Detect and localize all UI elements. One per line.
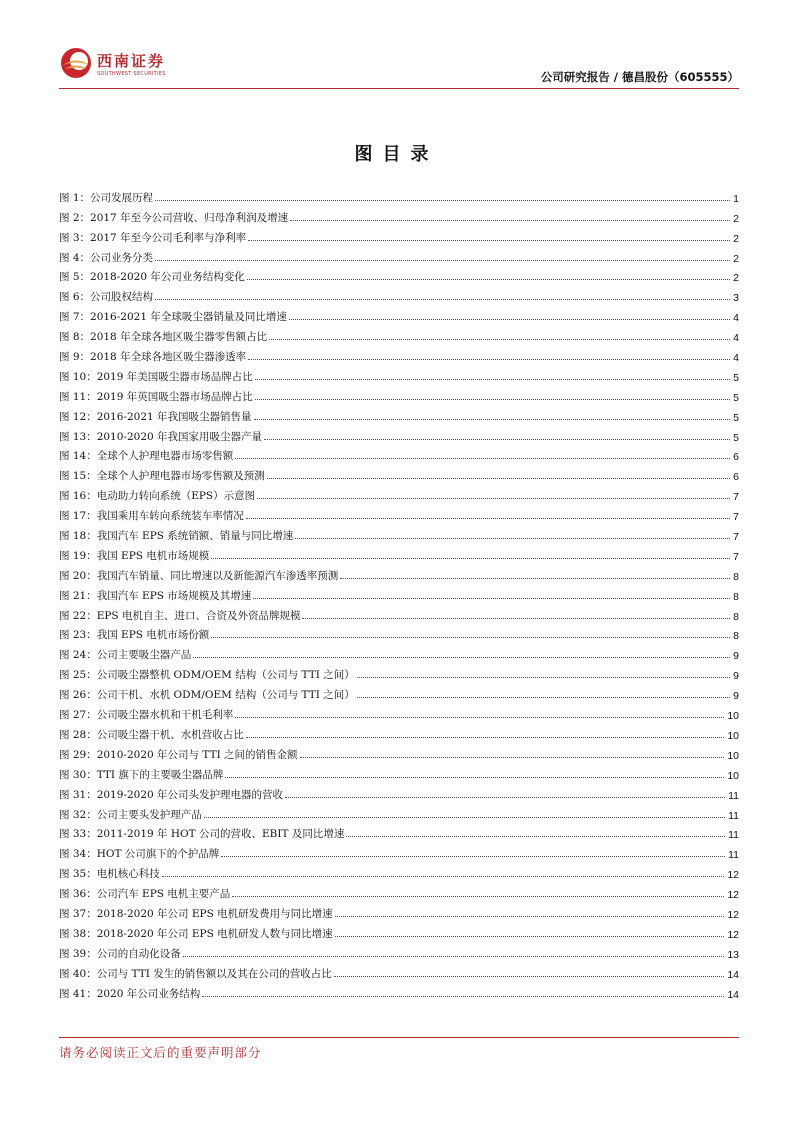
toc-entry[interactable] [59,205,739,225]
toc-leader-dots [267,478,730,479]
toc-leader-dots [155,260,730,261]
toc-entry-page: 12 [727,908,739,921]
toc-entry[interactable] [59,364,739,384]
toc-entry-page: 11 [728,809,739,822]
toc-entry-page: 8 [733,590,739,603]
toc-entry-label: 图 12：2016-2021 年我国吸尘器销售量 [59,410,252,423]
toc-entry-page: 14 [727,968,739,981]
toc-entry-label: 图 7：2016-2021 年全球吸尘器销量及同比增速 [59,311,287,324]
toc-leader-dots [235,717,724,718]
toc-leader-dots [193,657,730,658]
toc-entry[interactable] [59,822,739,842]
toc-entry[interactable] [59,523,739,543]
toc-entry[interactable] [59,881,739,901]
logo-emblem-icon [59,46,93,80]
figure-list [59,185,739,1001]
toc-leader-dots [334,976,725,977]
toc-entry-label: 图 23：我国 EPS 电机市场份额 [59,629,210,642]
toc-entry[interactable] [59,304,739,324]
toc-entry-page: 9 [733,650,739,663]
toc-entry[interactable] [59,682,739,702]
toc-leader-dots [155,299,730,300]
toc-entry[interactable] [59,543,739,563]
toc-leader-dots [211,558,730,559]
toc-leader-dots [264,439,730,440]
toc-entry-label: 图 34：HOT 公司旗下的个护品牌 [59,848,220,861]
toc-leader-dots [232,896,724,897]
toc-leader-dots [235,458,730,459]
toc-entry-label: 图 4：公司业务分类 [59,251,154,264]
toc-entry-label: 图 28：公司吸尘器干机、水机营收占比 [59,728,244,741]
toc-entry-label: 图 21：我国汽车 EPS 市场规模及其增速 [59,589,252,602]
toc-entry[interactable] [59,623,739,643]
toc-leader-dots [357,697,730,698]
toc-leader-dots [257,498,730,499]
toc-entry[interactable] [59,921,739,941]
toc-entry[interactable] [59,284,739,304]
toc-entry[interactable] [59,961,739,981]
page-header [59,38,739,90]
toc-entry-label: 图 2：2017 年至今公司营收、归母净利润及增速 [59,211,289,224]
toc-entry-page: 7 [733,531,739,544]
toc-leader-dots [290,220,730,221]
toc-leader-dots [246,518,730,519]
toc-entry-page: 5 [733,371,739,384]
page-title: 图目录 [354,144,439,165]
toc-leader-dots [357,677,730,678]
toc-entry[interactable] [59,344,739,364]
toc-entry-label: 图 38：2018-2020 年公司 EPS 电机研发人数与同比增速 [59,927,333,940]
toc-leader-dots [253,598,730,599]
toc-entry[interactable] [59,444,739,464]
toc-entry[interactable] [59,901,739,921]
toc-entry-page: 1 [733,192,739,205]
toc-entry-label: 图 40：公司与 TTI 发生的销售额以及其在公司的营收占比 [59,967,332,980]
toc-entry[interactable] [59,981,739,1001]
toc-entry[interactable] [59,722,739,742]
toc-entry[interactable] [59,245,739,265]
toc-entry-label: 图 29：2010-2020 年公司与 TTI 之间的销售金额 [59,748,298,761]
toc-entry[interactable] [59,802,739,822]
toc-entry-label: 图 6：公司股权结构 [59,291,154,304]
toc-entry[interactable] [59,185,739,205]
toc-entry-label: 图 25：公司吸尘器整机 ODM/OEM 结构（公司与 TTI 之间） [59,669,355,682]
toc-entry[interactable] [59,563,739,583]
toc-entry-label: 图 1：公司发展历程 [59,191,154,204]
toc-entry[interactable] [59,662,739,682]
toc-entry-page: 7 [733,511,739,524]
toc-entry-page: 7 [733,550,739,563]
toc-entry[interactable] [59,404,739,424]
toc-entry[interactable] [59,324,739,344]
toc-entry-label: 图 22：EPS 电机自主、进口、合资及外资品牌规模 [59,609,301,622]
toc-entry[interactable] [59,424,739,444]
toc-leader-dots [248,240,730,241]
toc-entry-page: 5 [733,431,739,444]
toc-leader-dots [269,339,730,340]
toc-entry-label: 图 8：2018 年全球各地区吸尘器零售额占比 [59,331,268,344]
toc-entry-label: 图 9：2018 年全球各地区吸尘器渗透率 [59,351,247,364]
report-label: 公司研究报告 / 德昌股份（605555） [540,70,739,84]
toc-entry-page: 8 [733,610,739,623]
toc-leader-dots [183,956,725,957]
toc-leader-dots [155,200,730,201]
toc-entry-label: 图 33：2011-2019 年 HOT 公司的营收、EBIT 及同比增速 [59,828,345,841]
toc-leader-dots [340,578,730,579]
toc-entry-page: 2 [733,252,739,265]
toc-leader-dots [202,996,724,997]
toc-leader-dots [295,538,730,539]
toc-entry[interactable] [59,742,739,762]
toc-leader-dots [247,279,730,280]
header-divider [59,88,739,89]
company-logo [59,38,189,90]
toc-entry-page: 10 [727,769,739,782]
toc-leader-dots [211,637,730,638]
toc-leader-dots [221,856,725,857]
toc-entry-page: 6 [733,451,739,464]
toc-entry-page: 10 [727,710,739,723]
footer-notice: 请务必阅读正文后的重要声明部分 [59,1045,262,1060]
toc-entry-page: 13 [727,948,739,961]
toc-entry-page: 2 [733,212,739,225]
toc-entry-page: 12 [727,889,739,902]
toc-entry-label: 图 39：公司的自动化设备 [59,947,181,960]
toc-entry-page: 10 [727,749,739,762]
toc-entry-page: 5 [733,411,739,424]
toc-entry-label: 图 20：我国汽车销量、同比增速以及新能源汽车渗透率预测 [59,569,339,582]
toc-leader-dots [255,379,730,380]
toc-entry-page: 11 [728,789,739,802]
toc-entry-page: 4 [733,332,739,345]
toc-leader-dots [346,836,725,837]
toc-leader-dots [248,359,730,360]
toc-entry[interactable] [59,702,739,722]
footer-divider [59,1037,739,1038]
toc-entry[interactable] [59,225,739,245]
toc-entry[interactable] [59,642,739,662]
toc-entry[interactable] [59,603,739,623]
toc-entry-label: 图 31：2019-2020 年公司头发护理电器的营收 [59,788,284,801]
toc-entry-label: 图 14：全球个人护理电器市场零售额 [59,450,234,463]
toc-entry-page: 8 [733,630,739,643]
toc-leader-dots [285,797,725,798]
toc-leader-dots [162,876,725,877]
toc-entry-page: 5 [733,391,739,404]
toc-entry-label: 图 18：我国汽车 EPS 系统销额、销量与同比增速 [59,530,294,543]
toc-entry[interactable] [59,583,739,603]
toc-entry-page: 12 [727,869,739,882]
toc-entry-label: 图 26：公司干机、水机 ODM/OEM 结构（公司与 TTI 之间） [59,689,355,702]
logo-english-name: SOUTHWEST SECURITIES [97,71,166,77]
toc-entry-label: 图 16：电动助力转向系统（EPS）示意图 [59,490,256,503]
toc-leader-dots [335,936,725,937]
toc-entry-label: 图 13：2010-2020 年我国家用吸尘器产量 [59,430,263,443]
toc-entry-label: 图 3：2017 年至今公司毛利率与净利率 [59,231,247,244]
toc-entry-label: 图 27：公司吸尘器水机和干机毛利率 [59,709,234,722]
toc-entry[interactable] [59,782,739,802]
toc-entry-label: 图 36：公司汽车 EPS 电机主要产品 [59,888,231,901]
toc-entry[interactable] [59,861,739,881]
toc-leader-dots [204,817,725,818]
toc-entry-label: 图 35：电机核心科技 [59,868,160,881]
toc-entry-page: 2 [733,272,739,285]
toc-entry-page: 3 [733,292,739,305]
toc-entry[interactable] [59,762,739,782]
toc-entry-page: 11 [728,849,739,862]
logo-name: 西南证券 [97,52,166,70]
toc-entry-label: 图 15：全球个人护理电器市场零售额及预测 [59,470,265,483]
toc-entry-page: 10 [727,729,739,742]
toc-entry-page: 14 [727,988,739,1001]
toc-leader-dots [302,618,730,619]
toc-entry-label: 图 32：公司主要头发护理产品 [59,808,202,821]
toc-entry-page: 2 [733,232,739,245]
toc-entry-page: 6 [733,471,739,484]
toc-entry-label: 图 17：我国乘用车转向系统装车率情况 [59,510,244,523]
toc-entry-page: 4 [733,312,739,325]
toc-leader-dots [225,777,724,778]
toc-entry-page: 4 [733,352,739,365]
toc-entry-label: 图 10：2019 年美国吸尘器市场品牌占比 [59,370,253,383]
toc-entry[interactable] [59,463,739,483]
toc-entry[interactable] [59,841,739,861]
toc-entry-page: 7 [733,491,739,504]
toc-entry[interactable] [59,503,739,523]
toc-entry-label: 图 5：2018-2020 年公司业务结构变化 [59,271,245,284]
toc-entry-page: 9 [733,670,739,683]
toc-entry-label: 图 37：2018-2020 年公司 EPS 电机研发费用与同比增速 [59,907,333,920]
toc-leader-dots [300,757,725,758]
toc-leader-dots [246,737,725,738]
toc-entry-page: 9 [733,690,739,703]
toc-leader-dots [335,916,725,917]
toc-entry-page: 12 [727,928,739,941]
toc-leader-dots [254,419,731,420]
toc-entry-label: 图 24：公司主要吸尘器产品 [59,649,192,662]
toc-entry-label: 图 19：我国 EPS 电机市场规模 [59,549,210,562]
toc-entry[interactable] [59,265,739,285]
toc-entry-page: 11 [728,829,739,842]
toc-entry-label: 图 41：2020 年公司业务结构 [59,987,201,1000]
toc-leader-dots [255,399,730,400]
toc-entry[interactable] [59,941,739,961]
toc-entry[interactable] [59,384,739,404]
toc-entry-label: 图 11：2019 年英国吸尘器市场品牌占比 [59,390,253,403]
toc-entry[interactable] [59,483,739,503]
toc-leader-dots [289,319,730,320]
toc-entry-page: 8 [733,570,739,583]
toc-entry-label: 图 30：TTI 旗下的主要吸尘器品牌 [59,768,224,781]
